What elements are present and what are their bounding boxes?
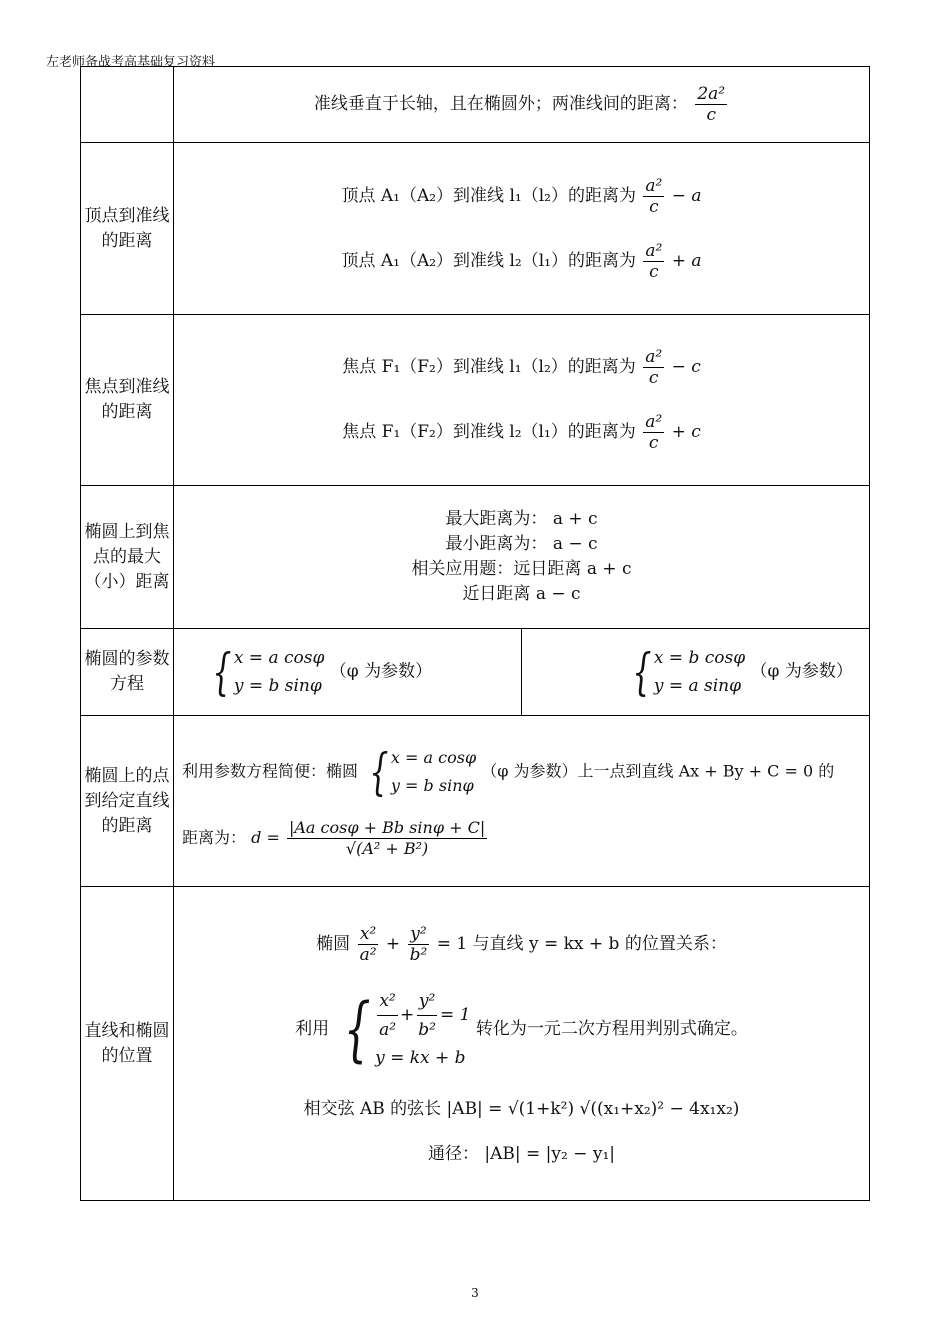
text: 距离为：: [182, 827, 247, 847]
equation: x = b cosφ: [653, 648, 746, 668]
text: +: [400, 1004, 415, 1025]
text: 焦点 F₁（F₂）到准线 l₂（l₁）的距离为: [342, 422, 636, 442]
fraction: [358, 924, 379, 965]
chord-length: 相交弦 AB 的弦长 |AB| = √(1+k²) √((x₁+x₂)² − 4x₁x₂): [303, 1098, 740, 1119]
frac-num: a²: [645, 175, 663, 196]
equation: x = a cosφ: [390, 747, 477, 767]
text: 利用: [295, 1018, 330, 1039]
text: 椭圆: [316, 933, 351, 954]
frac-den: c: [649, 261, 659, 282]
row-content: [174, 486, 870, 629]
row-position: [81, 887, 870, 1201]
equation: y = a sinφ: [653, 676, 742, 696]
frac-den: √(A² + B²): [345, 838, 429, 858]
text: 利用参数方程简便：椭圆: [182, 761, 359, 780]
frac-num: y²: [410, 923, 427, 944]
param-left: [174, 629, 522, 716]
row-content: [174, 67, 870, 143]
maxmin-line: 最大距离为： a + c: [445, 509, 598, 529]
equation-system: [626, 644, 745, 700]
maxmin-line: 相关应用题：远日距离 a + c: [411, 559, 632, 579]
row-label: 椭圆上的点到给定直线的距离: [81, 716, 174, 887]
fraction: [643, 347, 664, 388]
frac-num: a²: [645, 412, 663, 432]
fraction: [643, 412, 664, 453]
point-line-1: [182, 744, 869, 800]
row-param: [81, 629, 870, 716]
latus-rectum: 通径： |AB| = |y₂ − y₁|: [427, 1143, 616, 1164]
equation: y = kx + b: [375, 1047, 466, 1068]
frac-den: c: [648, 433, 659, 453]
row-label: 顶点到准线的距离: [81, 143, 174, 315]
note: （φ 为参数）: [329, 661, 433, 682]
fraction: [408, 924, 430, 965]
row-content: [174, 887, 870, 1201]
row-label-empty: [81, 67, 174, 143]
frac-den: a²: [359, 944, 377, 965]
frac-den: a²: [379, 1019, 397, 1040]
fraction: [695, 84, 727, 125]
frac-num: x²: [377, 987, 397, 1016]
text: 焦点 F₁（F₂）到准线 l₁（l₂）的距离为: [342, 357, 636, 377]
row-focus: [81, 315, 870, 486]
row-directrix: [81, 67, 870, 143]
frac-den: c: [648, 368, 659, 388]
text: 顶点 A₁（A₂）到准线 l₁（l₂）的距离为: [341, 185, 636, 206]
text: = 1: [439, 1004, 471, 1025]
frac-num: a²: [645, 240, 663, 261]
text: + c: [671, 422, 701, 442]
row-content: [174, 315, 870, 486]
focus-line-1: [174, 347, 869, 388]
frac-num: y²: [417, 987, 437, 1016]
param-right: [522, 629, 870, 716]
vertex-line-1: [174, 176, 869, 217]
row-maxmin: [81, 486, 870, 629]
fraction: [643, 241, 664, 282]
frac-num: a²: [645, 347, 663, 367]
row-label: 椭圆的参数方程: [81, 629, 174, 716]
point-line-2: [182, 818, 869, 859]
fraction: [377, 987, 398, 1044]
text: d =: [251, 827, 280, 847]
frac-den: c: [649, 196, 659, 217]
brace-glyph: {: [212, 643, 232, 701]
equation-system: [363, 744, 476, 800]
text: − a: [671, 185, 702, 206]
position-line-2: [174, 987, 869, 1072]
text: 转化为一元二次方程用判别式确定。: [475, 1018, 748, 1039]
text: + a: [671, 250, 702, 271]
frac-den: b²: [409, 944, 428, 965]
ellipse-properties-table: [80, 66, 870, 1201]
brace-glyph: {: [369, 742, 389, 801]
row-vertex: [81, 143, 870, 315]
equation-system: [206, 644, 324, 700]
maxmin-line: 近日距离 a − c: [462, 584, 581, 604]
brace-glyph: {: [632, 643, 652, 701]
directrix-text: 准线垂直于长轴，且在椭圆外；两准线间的距离：: [313, 94, 688, 114]
row-content: [174, 716, 870, 887]
row-label: 直线和椭圆的位置: [81, 887, 174, 1201]
row-content: [174, 143, 870, 315]
row-point-line: [81, 716, 870, 887]
page-header: 左老师备战考高基础复习资料: [46, 55, 216, 70]
text: − c: [671, 357, 701, 377]
text: （φ 为参数）上一点到直线 Ax + By + C = 0 的: [481, 761, 835, 780]
text: = 1 与直线 y = kx + b 的位置关系：: [436, 933, 727, 954]
fraction: [416, 987, 438, 1044]
row-label: 焦点到准线的距离: [81, 315, 174, 486]
equation: y = b sinφ: [390, 775, 474, 795]
brace-glyph: {: [343, 988, 371, 1070]
frac-num: 2a²: [697, 84, 726, 104]
equation: y = b sinφ: [233, 676, 322, 696]
equation: [375, 987, 470, 1044]
maxmin-line: 最小距离为： a − c: [445, 534, 598, 554]
frac-num: |Aa cosφ + Bb sinφ + C|: [288, 817, 486, 837]
frac-num: x²: [359, 923, 377, 944]
row-label: 椭圆上到焦点的最大（小）距离: [81, 486, 174, 629]
frac-den: b²: [418, 1019, 436, 1040]
text: 顶点 A₁（A₂）到准线 l₂（l₁）的距离为: [341, 250, 636, 271]
fraction: [643, 176, 664, 217]
position-line-1: [174, 924, 869, 965]
equation: x = a cosφ: [233, 648, 325, 668]
frac-den: c: [706, 105, 716, 125]
fraction: [287, 818, 487, 859]
vertex-line-2: [174, 241, 869, 282]
page-number: 3: [471, 1286, 479, 1300]
note: （φ 为参数）: [750, 661, 853, 682]
focus-line-2: [174, 412, 869, 453]
text: +: [385, 933, 401, 954]
equation-system: [335, 987, 471, 1072]
